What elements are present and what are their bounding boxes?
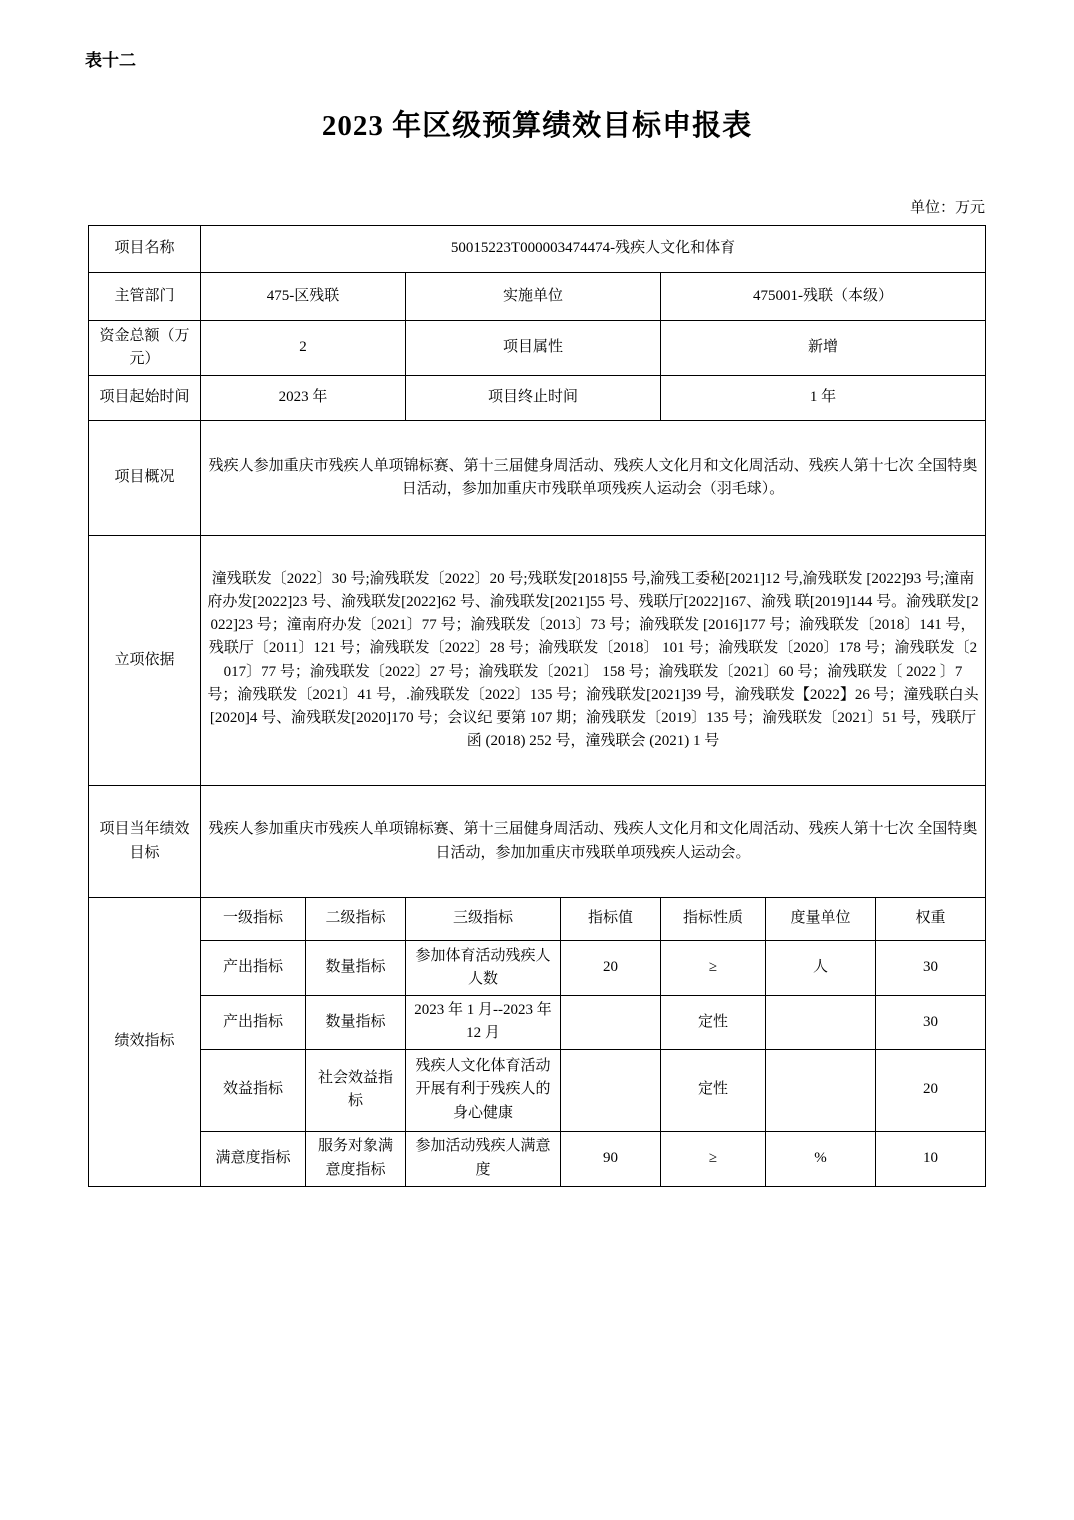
project-name-value: 50015223T000003474474-残疾人文化和体育 (201, 226, 986, 273)
goal-label: 项目当年绩效目标 (89, 786, 201, 898)
indicator-cell (561, 996, 661, 1050)
indicator-header-nature: 指标性质 (661, 898, 766, 941)
basis-value: 潼残联发〔2022〕30 号;渝残联发〔2022〕20 号;残联发[2018]55 号,渝残工委秘[2021]12 号,渝残联发 [2022]93 号;潼南府办发[2022]23 号、渝残联发[2022]62 号、渝残联发[2021]55 号、残联厅[2022]167、渝残 联[2019]144 号。渝残联发[2022]23 号；潼南府办发〔2021〕77 号；渝残联发〔2013〕73 号；渝残联发 [2016]177 号；渝残联发〔2018〕141 号，残联厅〔2011〕121 号；渝残联发〔2022〕28 号；渝残联发〔2018〕 101 号；渝残联发〔2020〕178 号；渝残联发〔2017〕77 号；渝残联发〔2022〕27 号；渝残联发〔2021〕 158 号；渝残联发〔2021〕60 号；渝残联发〔 2022 〕7 号；渝残联发〔2021〕41 号，.渝残联发〔2022〕135 号；渝残联发[2021]39 号，渝残联发【2022】26 号；潼残联白头[2020]4 号、渝残联发[2020]170 号；会议纪 要第 107 期；渝残联发〔2019〕135 号；渝残联发〔2021〕51 号，残联厅函 (2018) 252 号，潼残联会 (2021) 1 号 (201, 536, 986, 786)
project-name-label: 项目名称 (89, 226, 201, 273)
overview-value: 残疾人参加重庆市残疾人单项锦标赛、第十三届健身周活动、残疾人文化月和文化周活动、残疾人第十七次 全国特奥日活动，参加加重庆市残联单项残疾人运动会（羽毛球）。 (201, 421, 986, 536)
row-basis (89, 536, 986, 786)
indicator-cell: 90 (561, 1131, 661, 1186)
indicator-header-unit: 度量单位 (766, 898, 876, 941)
indicator-row (89, 1049, 986, 1131)
indicator-cell: ≥ (661, 1131, 766, 1186)
indicator-header-row (89, 898, 986, 941)
fund-total-label: 资金总额（万元） (89, 321, 201, 376)
dept-value: 475-区残联 (201, 273, 406, 321)
page-title: 2023 年区级预算绩效目标申报表 (321, 110, 753, 142)
indicator-cell: 产出指标 (201, 941, 306, 996)
indicator-cell: 2023 年 1 月--2023 年 12 月 (406, 996, 561, 1050)
indicator-cell: 30 (876, 941, 986, 996)
declaration-table (88, 225, 986, 1187)
performance-indicators-label: 绩效指标 (89, 898, 201, 1187)
basis-label: 立项依据 (89, 536, 201, 786)
indicator-header-level2: 二级指标 (306, 898, 406, 941)
overview-label: 项目概况 (89, 421, 201, 536)
indicator-cell: 20 (876, 1049, 986, 1131)
indicator-row (89, 1131, 986, 1186)
fund-total-value: 2 (201, 321, 406, 376)
project-attr-value: 新增 (661, 321, 986, 376)
indicator-cell: 定性 (661, 996, 766, 1050)
indicator-cell (561, 1049, 661, 1131)
indicator-cell: 参加体育活动残疾人人数 (406, 941, 561, 996)
indicator-cell: 效益指标 (201, 1049, 306, 1131)
indicator-row (89, 941, 986, 996)
row-department (89, 273, 986, 321)
indicator-cell: 定性 (661, 1049, 766, 1131)
indicator-cell: % (766, 1131, 876, 1186)
start-time-value: 2023 年 (201, 376, 406, 421)
indicator-cell: ≥ (661, 941, 766, 996)
row-annual-goal (89, 786, 986, 898)
indicator-header-level1: 一级指标 (201, 898, 306, 941)
indicator-row (89, 996, 986, 1050)
indicator-header-value: 指标值 (561, 898, 661, 941)
indicator-cell: 数量指标 (306, 996, 406, 1050)
impl-unit-label: 实施单位 (406, 273, 661, 321)
indicator-cell: 20 (561, 941, 661, 996)
goal-value: 残疾人参加重庆市残疾人单项锦标赛、第十三届健身周活动、残疾人文化月和文化周活动、残疾人第十七次 全国特奥日活动，参加加重庆市残联单项残疾人运动会。 (201, 786, 986, 898)
indicator-cell: 残疾人文化体育活动开展有利于残疾人的身心健康 (406, 1049, 561, 1131)
start-time-label: 项目起始时间 (89, 376, 201, 421)
indicator-cell (766, 1049, 876, 1131)
row-project-name (89, 226, 986, 273)
indicator-cell (766, 996, 876, 1050)
dept-label: 主管部门 (89, 273, 201, 321)
unit-note: 单位：万元 (909, 200, 985, 216)
end-time-value: 1 年 (661, 376, 986, 421)
indicator-cell: 30 (876, 996, 986, 1050)
end-time-label: 项目终止时间 (406, 376, 661, 421)
indicator-cell: 满意度指标 (201, 1131, 306, 1186)
indicator-cell: 数量指标 (306, 941, 406, 996)
project-attr-label: 项目属性 (406, 321, 661, 376)
indicator-header-level3: 三级指标 (406, 898, 561, 941)
row-funding (89, 321, 986, 376)
corner-label: 表十二 (85, 51, 136, 70)
indicator-cell: 社会效益指标 (306, 1049, 406, 1131)
indicator-cell: 10 (876, 1131, 986, 1186)
indicator-cell: 参加活动残疾人满意度 (406, 1131, 561, 1186)
indicator-cell: 人 (766, 941, 876, 996)
indicator-header-weight: 权重 (876, 898, 986, 941)
row-overview (89, 421, 986, 536)
row-dates (89, 376, 986, 421)
indicator-cell: 产出指标 (201, 996, 306, 1050)
indicator-cell: 服务对象满意度指标 (306, 1131, 406, 1186)
impl-unit-value: 475001-残联（本级） (661, 273, 986, 321)
